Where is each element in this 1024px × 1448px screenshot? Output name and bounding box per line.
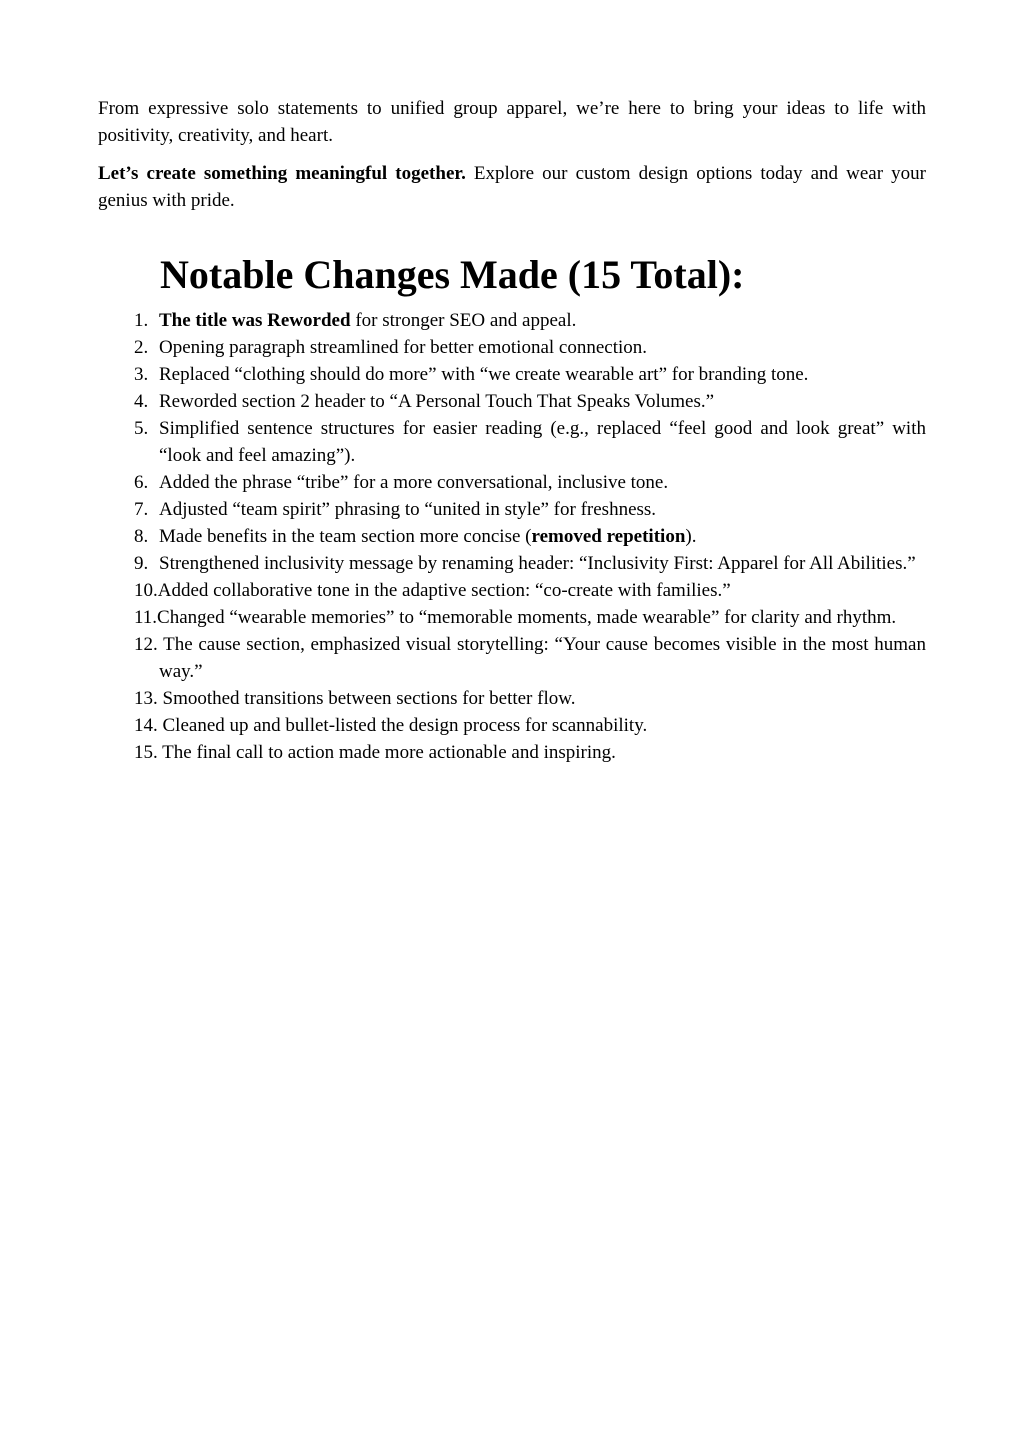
list-item-number: 11. bbox=[134, 607, 158, 628]
list-item-text: The cause section, emphasized visual storytelling: “Your cause becomes visible in the most human way.” bbox=[157, 634, 926, 682]
list-item-number: 13. bbox=[134, 688, 158, 709]
list-item-text: Simplified sentence structures for easier reading (e.g., replaced “feel good and look great” with “look and feel amazing”). bbox=[159, 418, 926, 466]
list-item-text: Opening paragraph streamlined for better emotional connection. bbox=[159, 337, 648, 358]
list-item bbox=[98, 415, 926, 469]
list-item bbox=[98, 685, 926, 712]
list-item-number: 3. bbox=[134, 364, 149, 385]
list-item-text: Added collaborative tone in the adaptive section: “co-create with families.” bbox=[157, 580, 731, 601]
list-item-text: The final call to action made more actionable and inspiring. bbox=[157, 742, 616, 763]
list-item-text: Replaced “clothing should do more” with “we create wearable art” for branding tone. bbox=[159, 364, 809, 385]
list-item bbox=[98, 631, 926, 685]
list-item bbox=[98, 469, 926, 496]
call-to-action-paragraph bbox=[98, 160, 926, 214]
list-item bbox=[98, 388, 926, 415]
list-item-number: 4. bbox=[134, 391, 149, 412]
list-item-bold: removed repetition bbox=[531, 526, 686, 547]
list-item bbox=[98, 712, 926, 739]
cta-bold-text: Let’s create something meaningful together. bbox=[98, 163, 466, 184]
list-item bbox=[98, 739, 926, 766]
list-item-text: Smoothed transitions between sections for better flow. bbox=[157, 688, 576, 709]
list-item-bold: The title was Reworded bbox=[159, 310, 351, 331]
list-item-text: Changed “wearable memories” to “memorable moments, made wearable” for clarity and rhythm. bbox=[157, 607, 897, 628]
document-page bbox=[98, 95, 926, 766]
list-item-text: Made benefits in the team section more concise ( bbox=[159, 526, 532, 547]
list-item bbox=[98, 577, 926, 604]
list-item bbox=[98, 604, 926, 631]
list-item-text-after: ). bbox=[685, 526, 697, 547]
list-item bbox=[98, 523, 926, 550]
list-item-number: 15. bbox=[134, 742, 158, 763]
changes-heading: Notable Changes Made (15 Total): bbox=[160, 252, 745, 297]
list-item-number: 1. bbox=[134, 310, 149, 331]
list-item-number: 2. bbox=[134, 337, 149, 358]
list-item bbox=[98, 361, 926, 388]
list-item-text: Adjusted “team spirit” phrasing to “united in style” for freshness. bbox=[159, 499, 657, 520]
cta-text: Explore our custom design options today and wear your genius with pride. bbox=[98, 163, 926, 211]
changes-list bbox=[98, 307, 926, 766]
list-item-text: Added the phrase “tribe” for a more conversational, inclusive tone. bbox=[159, 472, 669, 493]
list-item-number: 6. bbox=[134, 472, 149, 493]
list-item-number: 14. bbox=[134, 715, 158, 736]
list-item-text: Cleaned up and bullet-listed the design process for scannability. bbox=[157, 715, 648, 736]
list-item bbox=[98, 307, 926, 334]
list-item-number: 9. bbox=[134, 553, 149, 574]
list-item-text: Reworded section 2 header to “A Personal Touch That Speaks Volumes.” bbox=[159, 391, 715, 412]
intro-paragraph: From expressive solo statements to unified group apparel, we’re here to bring your ideas to life with positivity, creativity, and heart. bbox=[98, 98, 926, 146]
list-item-number: 12. bbox=[134, 634, 158, 655]
list-item-number: 5. bbox=[134, 418, 149, 439]
list-item-text: for stronger SEO and appeal. bbox=[350, 310, 577, 331]
list-item-number: 8. bbox=[134, 526, 149, 547]
list-item-text: Strengthened inclusivity message by renaming header: “Inclusivity First: Apparel for All Abilities.” bbox=[159, 553, 916, 574]
list-item bbox=[98, 334, 926, 361]
list-item bbox=[98, 550, 926, 577]
list-item-number: 10. bbox=[134, 580, 158, 601]
list-item-number: 7. bbox=[134, 499, 149, 520]
list-item bbox=[98, 496, 926, 523]
